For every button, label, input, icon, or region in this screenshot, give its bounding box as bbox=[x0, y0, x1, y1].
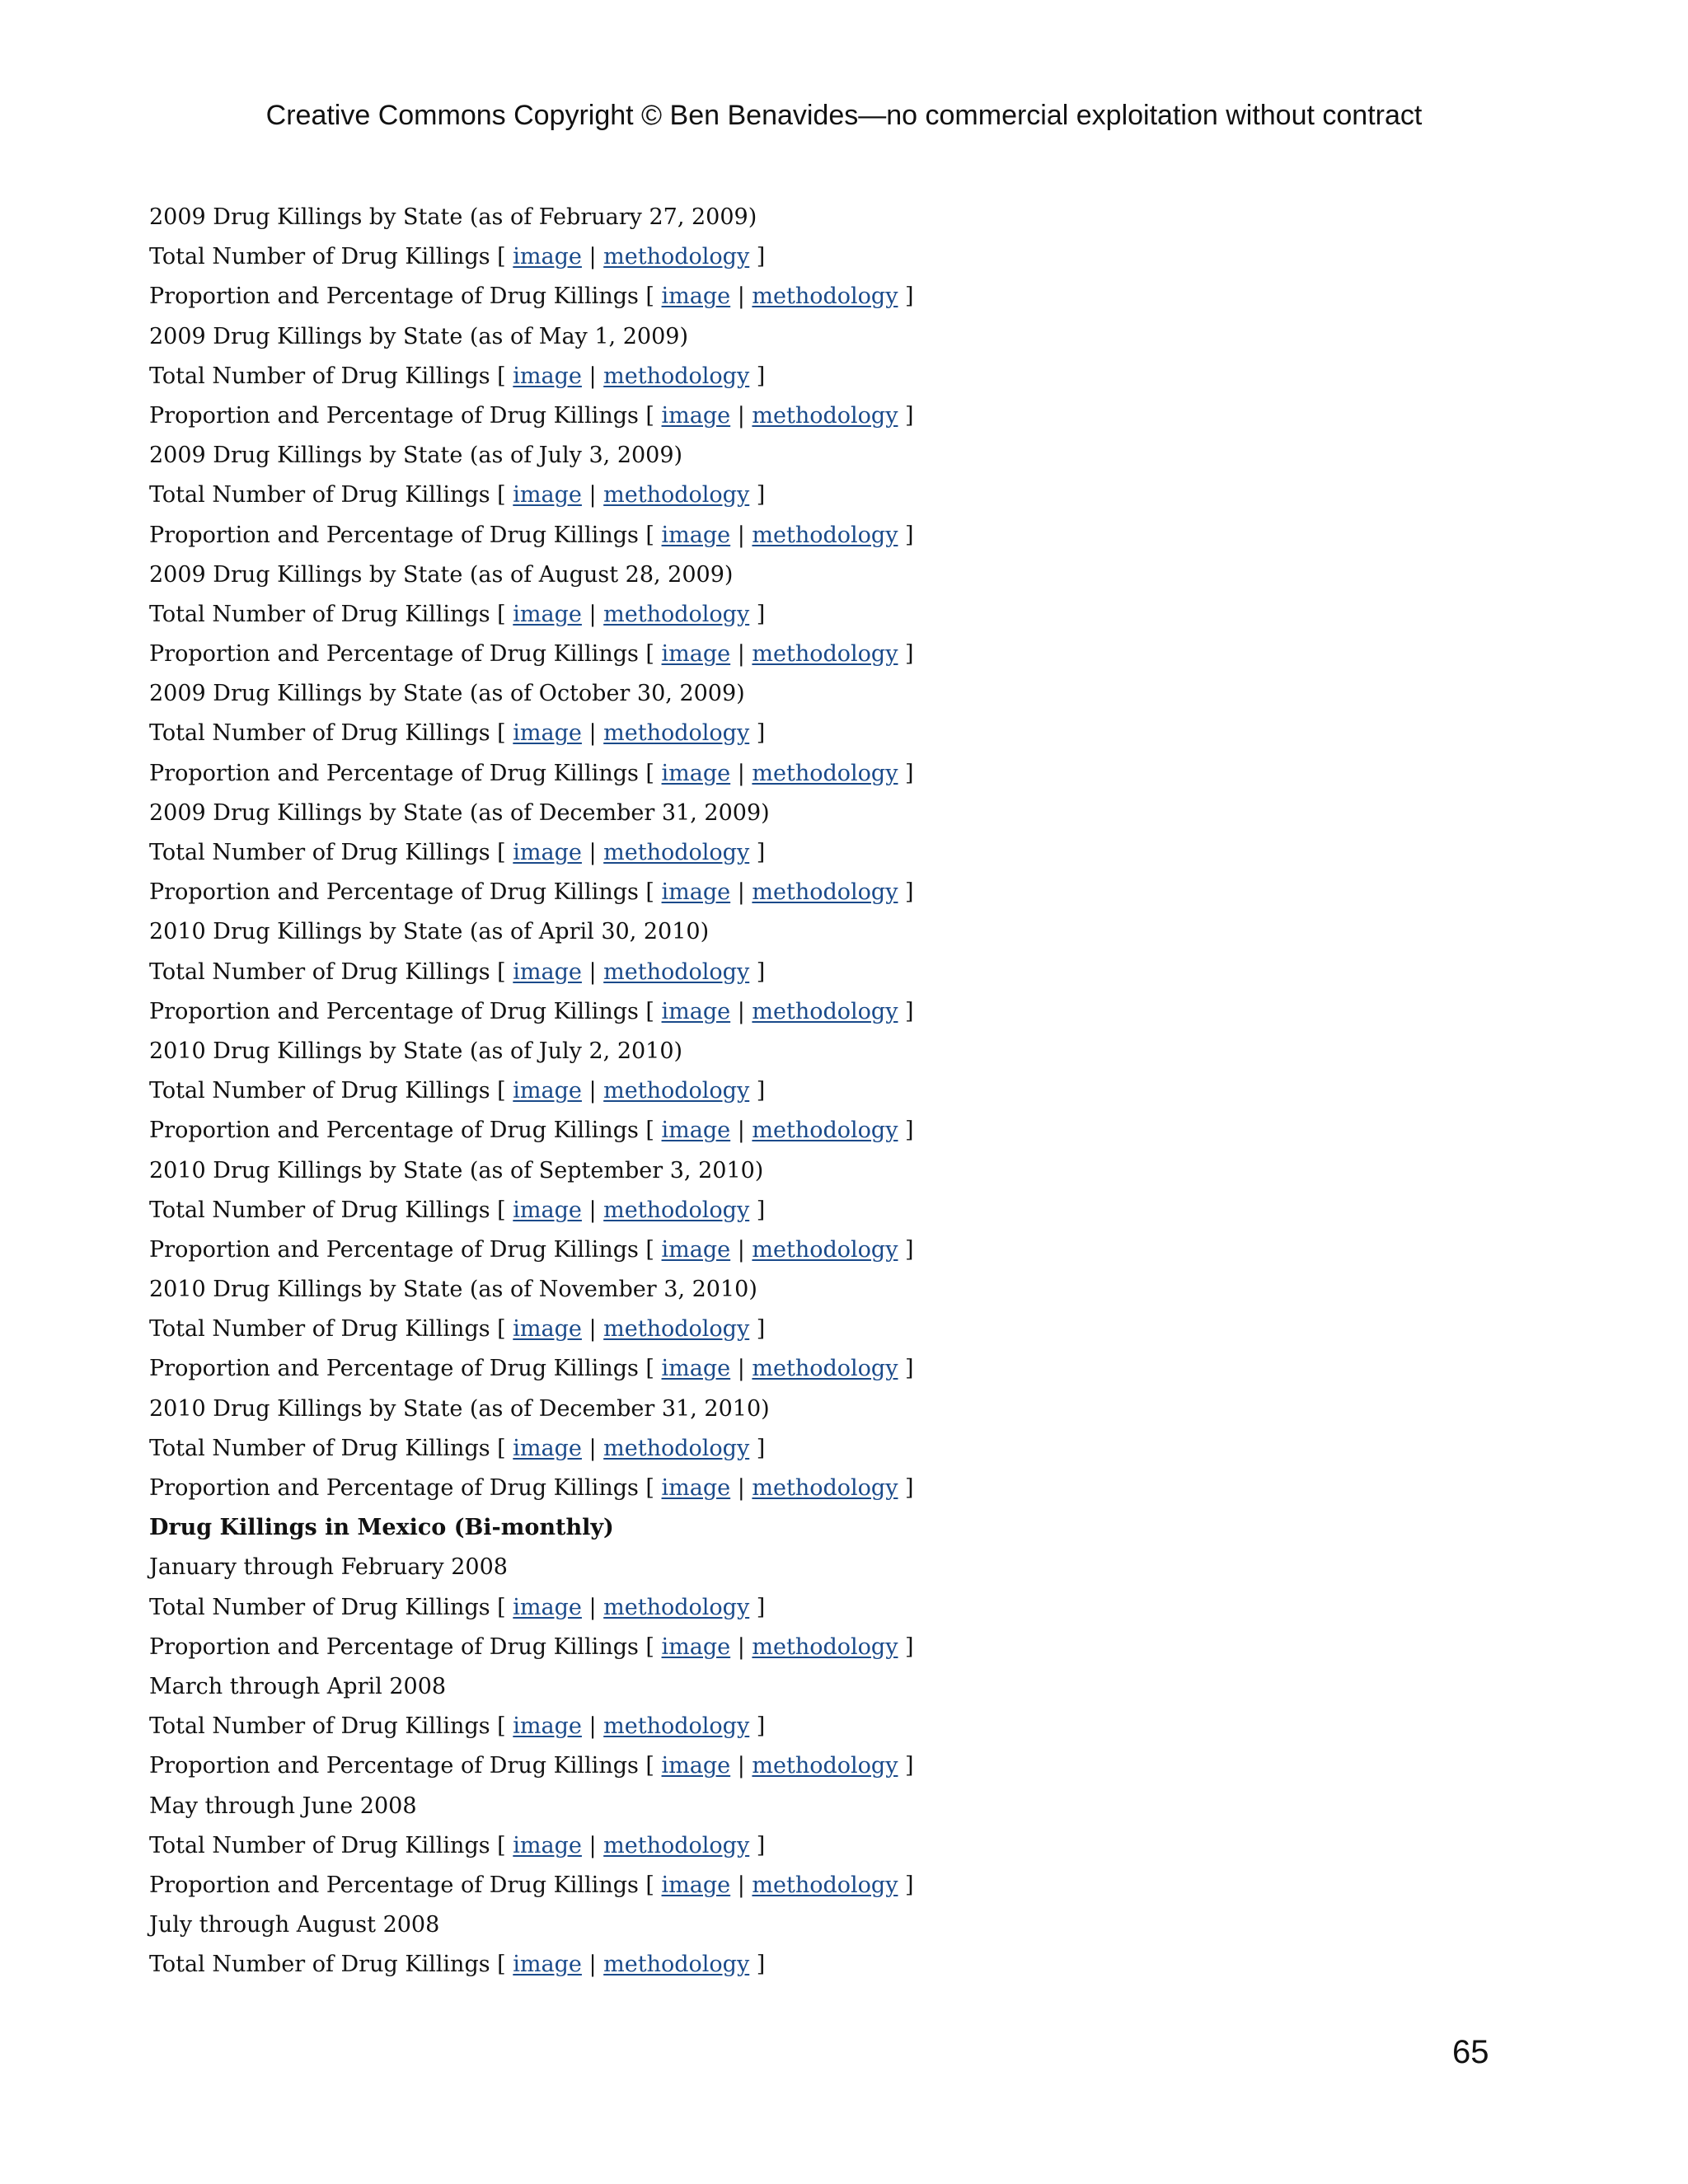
image-link[interactable]: image bbox=[513, 1316, 582, 1343]
period-heading: 2009 Drug Killings by State (as of August 28, 2009) bbox=[149, 561, 734, 588]
item-label: Total Number of Drug Killings bbox=[149, 958, 490, 985]
methodology-link[interactable]: methodology bbox=[603, 601, 750, 627]
image-link[interactable]: image bbox=[513, 1952, 582, 1978]
item-label: Total Number of Drug Killings bbox=[149, 1594, 490, 1620]
period-heading: March through April 2008 bbox=[149, 1673, 447, 1699]
image-link[interactable]: image bbox=[513, 1435, 582, 1461]
list-item: Proportion and Percentage of Drug Killings [ image | methodology ] bbox=[149, 998, 914, 1024]
list-item: Total Number of Drug Killings [ image | methodology ] bbox=[149, 1435, 766, 1461]
item-label: Proportion and Percentage of Drug Killings bbox=[149, 1236, 639, 1263]
period-heading: 2010 Drug Killings by State (as of July 2, 2010) bbox=[149, 1038, 683, 1064]
list-item: Total Number of Drug Killings [ image | methodology ] bbox=[149, 601, 766, 627]
image-link[interactable]: image bbox=[661, 1633, 731, 1660]
methodology-link[interactable]: methodology bbox=[603, 720, 750, 747]
item-label: Total Number of Drug Killings bbox=[149, 1078, 490, 1104]
image-link[interactable]: image bbox=[513, 1832, 582, 1858]
list-item: Total Number of Drug Killings [ image | methodology ] bbox=[149, 1078, 766, 1104]
methodology-link[interactable]: methodology bbox=[752, 1633, 898, 1660]
item-label: Proportion and Percentage of Drug Killings bbox=[149, 641, 639, 668]
item-label: Proportion and Percentage of Drug Killings bbox=[149, 1753, 639, 1779]
section-heading: Drug Killings in Mexico (Bi-monthly) bbox=[149, 1515, 614, 1541]
methodology-link[interactable]: methodology bbox=[603, 1594, 750, 1620]
period-heading: 2009 Drug Killings by State (as of December 31, 2009) bbox=[149, 799, 770, 826]
image-link[interactable]: image bbox=[661, 998, 731, 1024]
image-link[interactable]: image bbox=[661, 522, 731, 548]
image-link[interactable]: image bbox=[661, 402, 731, 429]
item-label: Proportion and Percentage of Drug Killings bbox=[149, 284, 639, 310]
list-item: Proportion and Percentage of Drug Killings [ image | methodology ] bbox=[149, 1356, 914, 1382]
list-item: Proportion and Percentage of Drug Killings [ image | methodology ] bbox=[149, 879, 914, 906]
list-item: Total Number of Drug Killings [ image | methodology ] bbox=[149, 840, 766, 865]
list-item: Proportion and Percentage of Drug Killings [ image | methodology ] bbox=[149, 522, 914, 548]
item-label: Total Number of Drug Killings bbox=[149, 1316, 490, 1343]
image-link[interactable]: image bbox=[513, 363, 582, 389]
item-label: Proportion and Percentage of Drug Killings bbox=[149, 1475, 639, 1501]
image-link[interactable]: image bbox=[661, 284, 731, 310]
image-link[interactable]: image bbox=[661, 1118, 731, 1144]
image-link[interactable]: image bbox=[661, 641, 731, 668]
methodology-link[interactable]: methodology bbox=[603, 1713, 750, 1740]
methodology-link[interactable]: methodology bbox=[752, 641, 898, 668]
document-body bbox=[149, 198, 1056, 1985]
item-label: Proportion and Percentage of Drug Killings bbox=[149, 1872, 639, 1898]
period-heading: 2009 Drug Killings by State (as of October 30, 2009) bbox=[149, 681, 745, 707]
list-item: Total Number of Drug Killings [ image | methodology ] bbox=[149, 244, 766, 270]
list-item: Proportion and Percentage of Drug Killings [ image | methodology ] bbox=[149, 1753, 914, 1779]
item-label: Proportion and Percentage of Drug Killings bbox=[149, 522, 639, 548]
methodology-link[interactable]: methodology bbox=[603, 1435, 750, 1461]
list-item: Proportion and Percentage of Drug Killings [ image | methodology ] bbox=[149, 760, 914, 786]
item-label: Total Number of Drug Killings bbox=[149, 1713, 490, 1740]
methodology-link[interactable]: methodology bbox=[603, 1832, 750, 1858]
methodology-link[interactable]: methodology bbox=[603, 958, 750, 985]
image-link[interactable]: image bbox=[661, 1475, 731, 1501]
image-link[interactable]: image bbox=[513, 1078, 582, 1104]
list-item: Proportion and Percentage of Drug Killings [ image | methodology ] bbox=[149, 284, 914, 310]
methodology-link[interactable]: methodology bbox=[752, 998, 898, 1024]
methodology-link[interactable]: methodology bbox=[752, 1118, 898, 1144]
methodology-link[interactable]: methodology bbox=[752, 1872, 898, 1898]
image-link[interactable]: image bbox=[513, 1197, 582, 1223]
list-item: Proportion and Percentage of Drug Killings [ image | methodology ] bbox=[149, 402, 914, 429]
period-heading: 2010 Drug Killings by State (as of November 3, 2010) bbox=[149, 1277, 757, 1303]
list-item: Total Number of Drug Killings [ image | methodology ] bbox=[149, 1713, 766, 1740]
period-heading: 2010 Drug Killings by State (as of September 3, 2010) bbox=[149, 1157, 764, 1183]
item-label: Proportion and Percentage of Drug Killings bbox=[149, 1356, 639, 1382]
image-link[interactable]: image bbox=[661, 1872, 731, 1898]
methodology-link[interactable]: methodology bbox=[603, 244, 750, 270]
period-heading: 2009 Drug Killings by State (as of July 3, 2009) bbox=[149, 443, 683, 469]
item-label: Total Number of Drug Killings bbox=[149, 601, 490, 627]
image-link[interactable]: image bbox=[513, 482, 582, 509]
image-link[interactable]: image bbox=[661, 879, 731, 906]
image-link[interactable]: image bbox=[661, 1356, 731, 1382]
item-label: Total Number of Drug Killings bbox=[149, 840, 490, 865]
image-link[interactable]: image bbox=[513, 720, 582, 747]
list-item: Total Number of Drug Killings [ image | methodology ] bbox=[149, 1952, 766, 1978]
item-label: Proportion and Percentage of Drug Killings bbox=[149, 1633, 639, 1660]
image-link[interactable]: image bbox=[513, 1594, 582, 1620]
list-item: Proportion and Percentage of Drug Killings [ image | methodology ] bbox=[149, 1633, 914, 1660]
methodology-link[interactable]: methodology bbox=[603, 840, 750, 865]
list-item: Total Number of Drug Killings [ image | methodology ] bbox=[149, 958, 766, 985]
item-label: Total Number of Drug Killings bbox=[149, 244, 490, 270]
list-item: Proportion and Percentage of Drug Killings [ image | methodology ] bbox=[149, 1236, 914, 1263]
image-link[interactable]: image bbox=[661, 760, 731, 786]
methodology-link[interactable]: methodology bbox=[603, 363, 750, 389]
list-item: Total Number of Drug Killings [ image | methodology ] bbox=[149, 1316, 766, 1343]
list-item: Total Number of Drug Killings [ image | methodology ] bbox=[149, 1594, 766, 1620]
methodology-link[interactable]: methodology bbox=[603, 1078, 750, 1104]
period-heading: 2009 Drug Killings by State (as of May 1, 2009) bbox=[149, 323, 688, 349]
item-label: Total Number of Drug Killings bbox=[149, 482, 490, 509]
methodology-link[interactable]: methodology bbox=[752, 522, 898, 548]
methodology-link[interactable]: methodology bbox=[752, 1236, 898, 1263]
period-heading: 2010 Drug Killings by State (as of December 31, 2010) bbox=[149, 1395, 770, 1422]
list-item: Proportion and Percentage of Drug Killings [ image | methodology ] bbox=[149, 641, 914, 668]
period-heading: 2010 Drug Killings by State (as of April 30, 2010) bbox=[149, 919, 710, 945]
list-item: Total Number of Drug Killings [ image | methodology ] bbox=[149, 1832, 766, 1858]
item-label: Total Number of Drug Killings bbox=[149, 1435, 490, 1461]
methodology-link[interactable]: methodology bbox=[752, 1753, 898, 1779]
methodology-link[interactable]: methodology bbox=[752, 284, 898, 310]
image-link[interactable]: image bbox=[513, 1713, 582, 1740]
period-heading: 2009 Drug Killings by State (as of February 27, 2009) bbox=[149, 204, 757, 230]
list-item: Total Number of Drug Killings [ image | methodology ] bbox=[149, 720, 766, 747]
list-item: Proportion and Percentage of Drug Killings [ image | methodology ] bbox=[149, 1118, 914, 1144]
methodology-link[interactable]: methodology bbox=[752, 1475, 898, 1501]
item-label: Proportion and Percentage of Drug Killings bbox=[149, 402, 639, 429]
copyright-header: Creative Commons Copyright © Ben Benavides—no commercial exploitation without contract bbox=[265, 100, 1423, 131]
item-label: Proportion and Percentage of Drug Killings bbox=[149, 760, 639, 786]
item-label: Total Number of Drug Killings bbox=[149, 1832, 490, 1858]
image-link[interactable]: image bbox=[513, 958, 582, 985]
item-label: Proportion and Percentage of Drug Killings bbox=[149, 1118, 639, 1144]
item-label: Total Number of Drug Killings bbox=[149, 720, 490, 747]
image-link[interactable]: image bbox=[513, 244, 582, 270]
list-item: Total Number of Drug Killings [ image | methodology ] bbox=[149, 363, 766, 389]
list-item: Proportion and Percentage of Drug Killings [ image | methodology ] bbox=[149, 1872, 914, 1898]
image-link[interactable]: image bbox=[661, 1753, 731, 1779]
period-heading: July through August 2008 bbox=[149, 1912, 440, 1938]
methodology-link[interactable]: methodology bbox=[603, 1197, 750, 1223]
methodology-link[interactable]: methodology bbox=[752, 402, 898, 429]
image-link[interactable]: image bbox=[661, 1236, 731, 1263]
item-label: Total Number of Drug Killings bbox=[149, 1952, 490, 1978]
item-label: Total Number of Drug Killings bbox=[149, 363, 490, 389]
list-item: Total Number of Drug Killings [ image | methodology ] bbox=[149, 482, 766, 509]
period-heading: January through February 2008 bbox=[149, 1554, 508, 1581]
page-number: 65 bbox=[1452, 2034, 1489, 2070]
methodology-link[interactable]: methodology bbox=[603, 1952, 750, 1978]
item-label: Proportion and Percentage of Drug Killings bbox=[149, 998, 639, 1024]
period-heading: May through June 2008 bbox=[149, 1793, 417, 1819]
image-link[interactable]: image bbox=[513, 601, 582, 627]
item-label: Proportion and Percentage of Drug Killings bbox=[149, 879, 639, 906]
list-item: Total Number of Drug Killings [ image | methodology ] bbox=[149, 1197, 766, 1223]
image-link[interactable]: image bbox=[513, 840, 582, 865]
methodology-link[interactable]: methodology bbox=[752, 760, 898, 786]
methodology-link[interactable]: methodology bbox=[603, 1316, 750, 1343]
methodology-link[interactable]: methodology bbox=[603, 482, 750, 509]
methodology-link[interactable]: methodology bbox=[752, 1356, 898, 1382]
item-label: Total Number of Drug Killings bbox=[149, 1197, 490, 1223]
methodology-link[interactable]: methodology bbox=[752, 879, 898, 906]
list-item: Proportion and Percentage of Drug Killings [ image | methodology ] bbox=[149, 1475, 914, 1501]
